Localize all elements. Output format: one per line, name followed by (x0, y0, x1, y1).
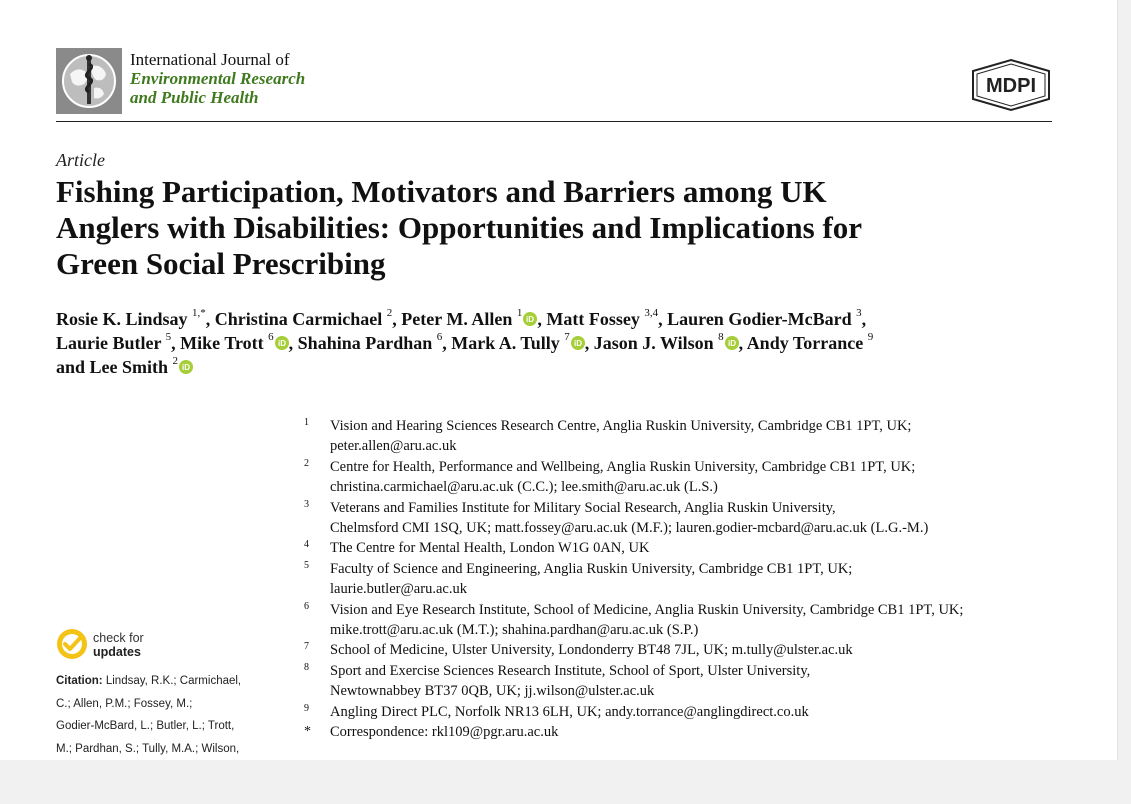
correspondence-symbol: * (304, 724, 311, 740)
affiliation-number: 4 (304, 539, 309, 551)
svg-text:iD: iD (727, 339, 736, 349)
affiliation-item (304, 702, 1064, 722)
affiliation-line: Newtownabbey BT37 0QB, UK; jj.wilson@ulster.ac.uk (330, 683, 655, 700)
affiliation-line: Vision and Eye Research Institute, School of Medicine, Anglia Ruskin University, Cambridge CB1 1PT, UK; (330, 601, 964, 618)
affiliation-number: 8 (304, 661, 309, 673)
author-name: Mark A. Tully (451, 333, 560, 353)
orcid-icon[interactable] (523, 312, 537, 326)
affiliation-line: Chelmsford CMI 1SQ, UK; matt.fossey@aru.ac.uk (M.F.); lauren.godier-mcbard@aru.ac.uk (L.G.-M.) (330, 520, 929, 537)
affiliation-line: Sport and Exercise Sciences Research Institute, School of Sport, Ulster University, (330, 662, 811, 679)
svg-text:iD: iD (526, 315, 535, 325)
author[interactable] (594, 333, 739, 353)
mdpi-logo-icon (970, 58, 1052, 112)
author-name: Lauren Godier-McBard (667, 309, 852, 329)
author-affiliation-marker: 5 (165, 331, 172, 343)
journal-name-line1: International Journal of (130, 50, 290, 69)
affiliation-line: School of Medicine, Ulster University, Londonderry BT48 7JL, UK; m.tully@ulster.ac.uk (330, 642, 853, 659)
author-separator: , (658, 309, 668, 329)
author-affiliation-marker: 2 (386, 307, 393, 319)
check-for-updates-badge[interactable] (56, 628, 176, 664)
author-name: Shahina Pardhan (297, 333, 433, 353)
affiliation-item (304, 600, 1064, 641)
check-updates-line1: check for (93, 631, 144, 645)
svg-text:iD: iD (573, 339, 582, 349)
author-affiliation-marker: 8 (718, 331, 724, 343)
author-separator: , (205, 309, 215, 329)
citation-label: Citation: (56, 675, 103, 687)
affiliation-number: 1 (304, 417, 309, 428)
author[interactable] (56, 309, 206, 329)
correspondence (304, 722, 1064, 742)
author[interactable] (298, 333, 443, 353)
author-name: Matt Fossey (546, 309, 640, 329)
orcid-icon[interactable] (571, 336, 585, 350)
orcid-icon[interactable] (275, 336, 289, 350)
citation-block (56, 670, 274, 760)
author-line (56, 355, 1056, 379)
affiliation-line: Angling Direct PLC, Norfolk NR13 6LH, UK; andy.torrance@anglingdirect.co.uk (330, 703, 809, 720)
citation-line: C.; Allen, P.M.; Fossey, M.; (56, 697, 193, 710)
author-and: and (56, 357, 90, 377)
author-name: Peter M. Allen (401, 309, 513, 329)
author-affiliation-marker: 3 (856, 307, 862, 319)
svg-text:iD: iD (277, 339, 286, 349)
author-separator: , (442, 333, 452, 353)
article-type: Article (56, 150, 105, 170)
author[interactable] (546, 309, 658, 329)
citation-text: Lindsay, R.K.; Carmichael, (105, 675, 242, 687)
affiliation-line: Veterans and Families Institute for Military Social Research, Anglia Ruskin University, (330, 499, 836, 516)
author-separator: , (392, 309, 402, 329)
citation-line (56, 670, 274, 693)
affiliation-item (304, 416, 1064, 457)
author-name: Mike Trott (180, 333, 264, 353)
author-affiliation-marker: 2 (172, 355, 179, 367)
author-name: Rosie K. Lindsay (56, 309, 188, 329)
affiliation-number: 7 (304, 641, 309, 653)
affiliation-line: Vision and Hearing Sciences Research Centre, Anglia Ruskin University, Cambridge CB1 1PT, UK; (330, 418, 912, 434)
author-separator: , (584, 333, 594, 353)
author-affiliation-marker: 6 (436, 331, 443, 343)
author-separator: , (288, 333, 298, 353)
page-bottom-margin (0, 760, 1131, 804)
orcid-icon[interactable] (725, 336, 739, 350)
publisher-name: MDPI (986, 75, 1036, 97)
author-list (56, 307, 1056, 379)
affiliation-line: The Centre for Mental Health, London W1G 0AN, UK (330, 540, 650, 557)
article-title (56, 174, 1056, 282)
affiliation-item (304, 538, 1064, 558)
affiliation-item (304, 457, 1064, 498)
affiliation-item (304, 661, 1064, 702)
check-updates-icon (56, 628, 88, 660)
affiliation-item (304, 498, 1064, 539)
orcid-icon[interactable] (179, 360, 193, 374)
journal-logo-icon (56, 48, 122, 114)
author-name: Jason J. Wilson (593, 333, 714, 353)
author[interactable] (215, 309, 392, 329)
affiliation-item (304, 640, 1064, 660)
title-line: Green Social Prescribing (56, 246, 386, 281)
check-updates-line2: updates (93, 645, 141, 659)
author-name: Laurie Butler (56, 333, 162, 353)
journal-name (130, 50, 305, 107)
author-separator: , (738, 333, 747, 353)
author-separator: , (537, 309, 547, 329)
affiliation-line: mike.trott@aru.ac.uk (M.T.); shahina.pardhan@aru.ac.uk (S.P.) (330, 622, 699, 639)
journal-name-line2: Environmental Research (130, 69, 306, 88)
header-divider (56, 121, 1052, 122)
affiliation-item (304, 559, 1064, 600)
author-affiliation-marker: 6 (268, 331, 274, 343)
affiliation-line: Centre for Health, Performance and Wellbeing, Anglia Ruskin University, Cambridge CB1 1PT, UK; (330, 458, 916, 475)
author-affiliation-marker: 1,* (192, 307, 206, 319)
correspondence-text: Correspondence: rkl109@pgr.aru.ac.uk (330, 724, 559, 741)
journal-name-line3: and Public Health (130, 88, 259, 107)
affiliation-line: peter.allen@aru.ac.uk (330, 438, 457, 455)
citation-line: M.; Pardhan, S.; Tully, M.A.; Wilson, (56, 742, 240, 755)
check-updates-label (93, 631, 144, 659)
author[interactable] (180, 333, 289, 353)
author[interactable] (401, 309, 537, 329)
affiliation-number: 3 (304, 498, 309, 510)
affiliation-number: 9 (304, 702, 309, 714)
affiliation-line: christina.carmichael@aru.ac.uk (C.C.); lee.smith@aru.ac.uk (L.S.) (330, 479, 718, 496)
affiliation-line: laurie.butler@aru.ac.uk (330, 581, 467, 598)
affiliation-line: Faculty of Science and Engineering, Anglia Ruskin University, Cambridge CB1 1PT, UK; (330, 560, 853, 577)
affiliation-list (304, 416, 1064, 743)
author-affiliation-marker: 7 (564, 331, 570, 343)
svg-text:iD: iD (182, 363, 191, 373)
author-affiliation-marker: 9 (867, 331, 874, 343)
author[interactable] (451, 333, 585, 353)
author-name: Christina Carmichael (214, 309, 383, 329)
author-affiliation-marker: 1 (516, 307, 523, 319)
page-edge (1117, 0, 1131, 760)
title-line: Fishing Participation, Motivators and Barriers among UK (56, 174, 827, 209)
author-line (56, 331, 1056, 355)
author[interactable] (90, 357, 194, 377)
author[interactable] (667, 309, 861, 329)
author-separator: , (171, 333, 181, 353)
author-separator: , (861, 309, 867, 329)
affiliation-number: 5 (304, 559, 309, 571)
author[interactable] (747, 333, 874, 353)
title-line: Anglers with Disabilities: Opportunities and Implications for (56, 210, 863, 245)
citation-line: Godier-McBard, L.; Butler, L.; Trott, (56, 720, 235, 732)
affiliation-number: 2 (304, 457, 309, 469)
author-line (56, 307, 1056, 331)
author-name: Lee Smith (89, 357, 169, 377)
author-name: Andy Torrance (746, 333, 864, 353)
author-affiliation-marker: 3,4 (644, 307, 659, 319)
affiliation-number: 6 (304, 600, 309, 612)
author[interactable] (56, 333, 171, 353)
